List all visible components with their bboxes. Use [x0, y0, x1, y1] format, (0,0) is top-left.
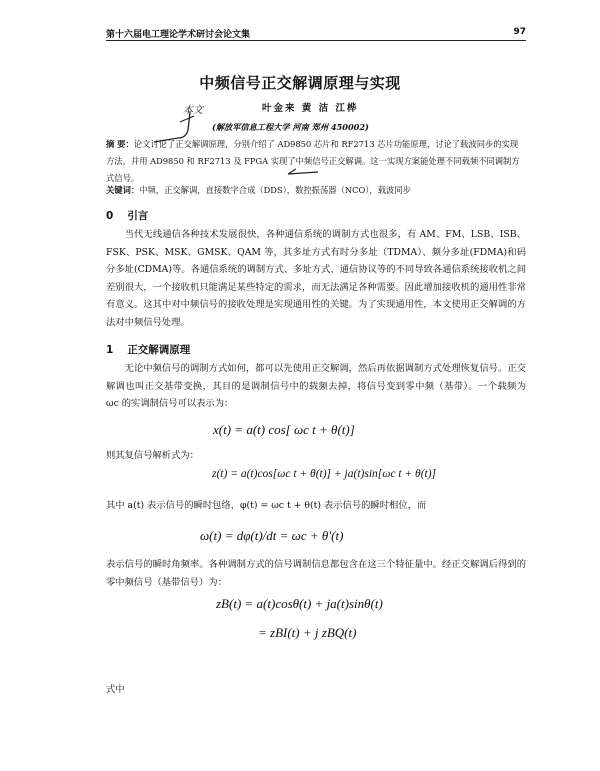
section-1-paragraph-2: 则其复信号解析式为： — [106, 450, 199, 461]
paper-title: 中频信号正交解调原理与实现 — [199, 74, 401, 92]
equation-5: = zBI(t) + j zBQ(t) — [258, 625, 357, 640]
author-list: 叶金来 黄 洁 江桦 — [262, 103, 359, 114]
section-0-heading — [106, 208, 148, 223]
section-1-tail-text: 式中 — [106, 684, 125, 695]
section-0-title: 引言 — [127, 210, 149, 222]
section-1-paragraph-1: 无论中频信号的调制方式如何，都可以先使用正交解调，然后再依据调制方式处理恢复信号。正交解调也叫正交基带变换，其目的是调制信号中的载频去掉，将信号变到零中频（基带）。一个载频为 ωc 的实调制信号可以表示为： — [106, 363, 526, 410]
running-header — [106, 24, 526, 40]
equation-3: ω(t) = dφ(t)/dt = ωc + θ′(t) — [200, 528, 344, 543]
equation-1: x(t) = a(t) cos[ ωc t + θ(t)] — [213, 422, 355, 437]
section-0-paragraph: 当代无线通信各种技术发展很快，各种通信系统的调制方式也很多，有 AM、FM、LSB、ISB、FSK、PSK、MSK、GMSK、QAM 等，其多址方式有时分多址（TDMA）、频分多址(FDMA)和码分多址(CDMA)等。各通信系统的调制方式、多址方式、通信协议等的不同导致各通信系统接收机之间差别很大，一个接收机只能满足某些特定的需求，而无法满足各种需要。因此增加接收机的通用性非常有意义。这其中对中频信号的接收处理是实现通用性的关键。为了实现通用性，本文使用正交解调的方法对中频信号处理。 — [106, 229, 526, 328]
section-1-paragraph-3: 其中 a(t) 表示信号的瞬时包络，φ(t) = ωc t + θ(t) 表示信号的瞬时相位，而 — [106, 500, 427, 511]
abstract — [106, 136, 524, 187]
section-0-number: 0 — [106, 210, 114, 222]
equation-4: zB(t) = a(t)cosθ(t) + ja(t)sinθ(t) — [216, 596, 383, 611]
keywords-text: 中频，正交解调，直接数字合成（DDS），数控振荡器（NCO），载波同步 — [139, 185, 411, 195]
section-1-title: 正交解调原理 — [127, 344, 191, 356]
section-1-paragraph-4: 表示信号的瞬时角频率。各种调制方式的信号调制信息都包含在这三个特征量中。经正交解调后得到的零中频信号（基带信号）为： — [106, 559, 526, 588]
keywords-label: 关键词： — [106, 185, 140, 195]
header-rule — [106, 40, 526, 41]
abstract-text: 论文讨论了正交解调原理，分别介绍了 AD9850 芯片和 RF2713 芯片功能原理，讨论了载波同步的实现方法，并用 AD9850 和 RF2713 及 FPGA 实现了中频信号正交解调。这一实现方案能处理不同载频不同调制方式信号。 — [106, 139, 520, 183]
section-1-number: 1 — [106, 344, 114, 356]
affiliation: (解放军信息工程大学 河南 郑州 450002) — [212, 122, 369, 132]
page-number: 97 — [513, 27, 526, 37]
handwritten-note: 本文 — [183, 105, 203, 116]
keywords — [106, 184, 524, 196]
abstract-label: 摘 要： — [106, 139, 134, 149]
section-1-heading — [106, 342, 190, 357]
header-proceedings-title: 第十六届电工理论学术研讨会论文集 — [106, 30, 251, 40]
equation-2: z(t) = a(t)cos[ωc t + θ(t)] + ja(t)sin[ωc t + θ(t)] — [212, 468, 437, 480]
